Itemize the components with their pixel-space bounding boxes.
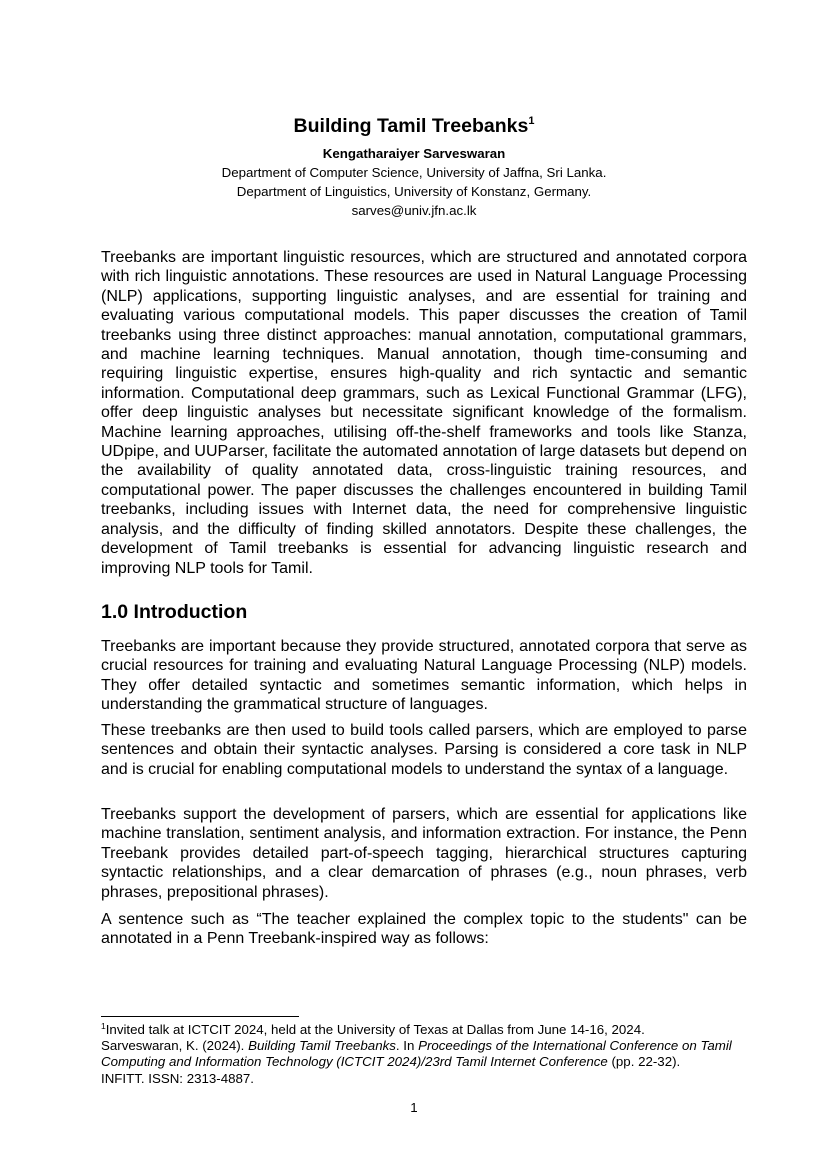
abstract: Treebanks are important linguistic resources, which are structured and annotated corpora with rich linguistic annotations. These resources are used in Natural Language Processing (NLP) applications, supporting linguistic analyses, and are essential for training and evaluating various computational models. This paper discusses the creation of Tamil treebanks using three distinct approaches: manual annotation, computational grammars, and machine learning techniques. Manual annotation, though time-consuming and requiring linguistic expertise, ensures high-quality and rich syntactic and semantic information. Computational deep grammars, such as Lexical Functional Grammar (LFG), offer deep linguistic analyses but necessitate significant knowledge of the formalism. Machine learning approaches, utilising off-the-shelf frameworks and tools like Stanza, UDpipe, and UUParser, facilitate the automated annotation of large datasets but depend on the availability of quality annotated data, cross-linguistic training resources, and computational power. The paper discusses the challenges encountered in building Tamil treebanks, including issues with Internet data, the need for comprehensive linguistic analysis, and the difficulty of finding skilled annotators. Despite these challenges, the development of Tamil treebanks is essential for advancing linguistic research and improving NLP tools for Tamil. bbox=[101, 249, 747, 577]
page-number: 1 bbox=[410, 1100, 418, 1115]
footnote-divider bbox=[101, 1016, 299, 1017]
author-name: Kengatharaiyer Sarveswaran bbox=[322, 146, 506, 161]
affiliation-2: Department of Linguistics, University of Konstanz, Germany. bbox=[236, 184, 592, 199]
title-footnote-marker[interactable]: 1 bbox=[528, 115, 535, 127]
footnote-cite-pages: (pp. 22-32). bbox=[607, 1054, 681, 1070]
intro-paragraph-1: Treebanks are important because they provide structured, annotated corpora that serve as crucial resources for training and evaluating Natural Language Processing (NLP) models. They offer detailed syntactic and sometimes semantic information, which helps in understanding the grammatical structure of languages. bbox=[101, 638, 747, 714]
footnote-cite-prefix: Sarveswaran, K. (2024). bbox=[101, 1038, 249, 1054]
intro-paragraph-2: These treebanks are then used to build tools called parsers, which are employed to parse sentences and obtain their syntactic analyses. Parsing is considered a core task in NLP and is crucial for enabling computational models to understand the syntax of a language. bbox=[101, 722, 747, 778]
footnote-cite-title: Building Tamil Treebanks bbox=[248, 1038, 396, 1054]
intro-paragraph-4: A sentence such as “The teacher explained the complex topic to the students" can be annotated in a Penn Treebank-inspired way as follows: bbox=[101, 911, 747, 948]
footnote-last-line: INFITT. ISSN: 2313-4887. bbox=[101, 1070, 254, 1086]
footnote-cite-mid: . In bbox=[395, 1038, 419, 1054]
intro-paragraph-3: Treebanks support the development of parsers, which are essential for applications like machine translation, sentiment analysis, and information extraction. For instance, the Penn Treebank provides detailed part-of-speech tagging, hierarchical structures capturing syntactic relationships, and a clear demarcation of phrases (e.g., noun phrases, verb phrases, prepositional phrases). bbox=[101, 806, 747, 901]
footnote-line-1: Invited talk at ICTCIT 2024, held at the University of Texas at Dallas from June 14-16, 2024. bbox=[105, 1022, 645, 1037]
affiliation-1: Department of Computer Science, University of Jaffna, Sri Lanka. bbox=[221, 165, 607, 180]
section-heading: 1.0 Introduction bbox=[101, 601, 248, 623]
footnote bbox=[101, 1022, 751, 1087]
author-email[interactable]: sarves@univ.jfn.ac.lk bbox=[351, 203, 477, 218]
footnote-marker: 1 bbox=[101, 1021, 106, 1031]
paper-title-text: Building Tamil Treebanks bbox=[293, 115, 529, 137]
paper-title bbox=[0, 114, 828, 138]
footnote-cite-venue: Proceedings of the International Conference on Tamil Computing and Information Technology (ICTCIT 2024)/23rd Tamil Internet Conference bbox=[101, 1038, 732, 1070]
